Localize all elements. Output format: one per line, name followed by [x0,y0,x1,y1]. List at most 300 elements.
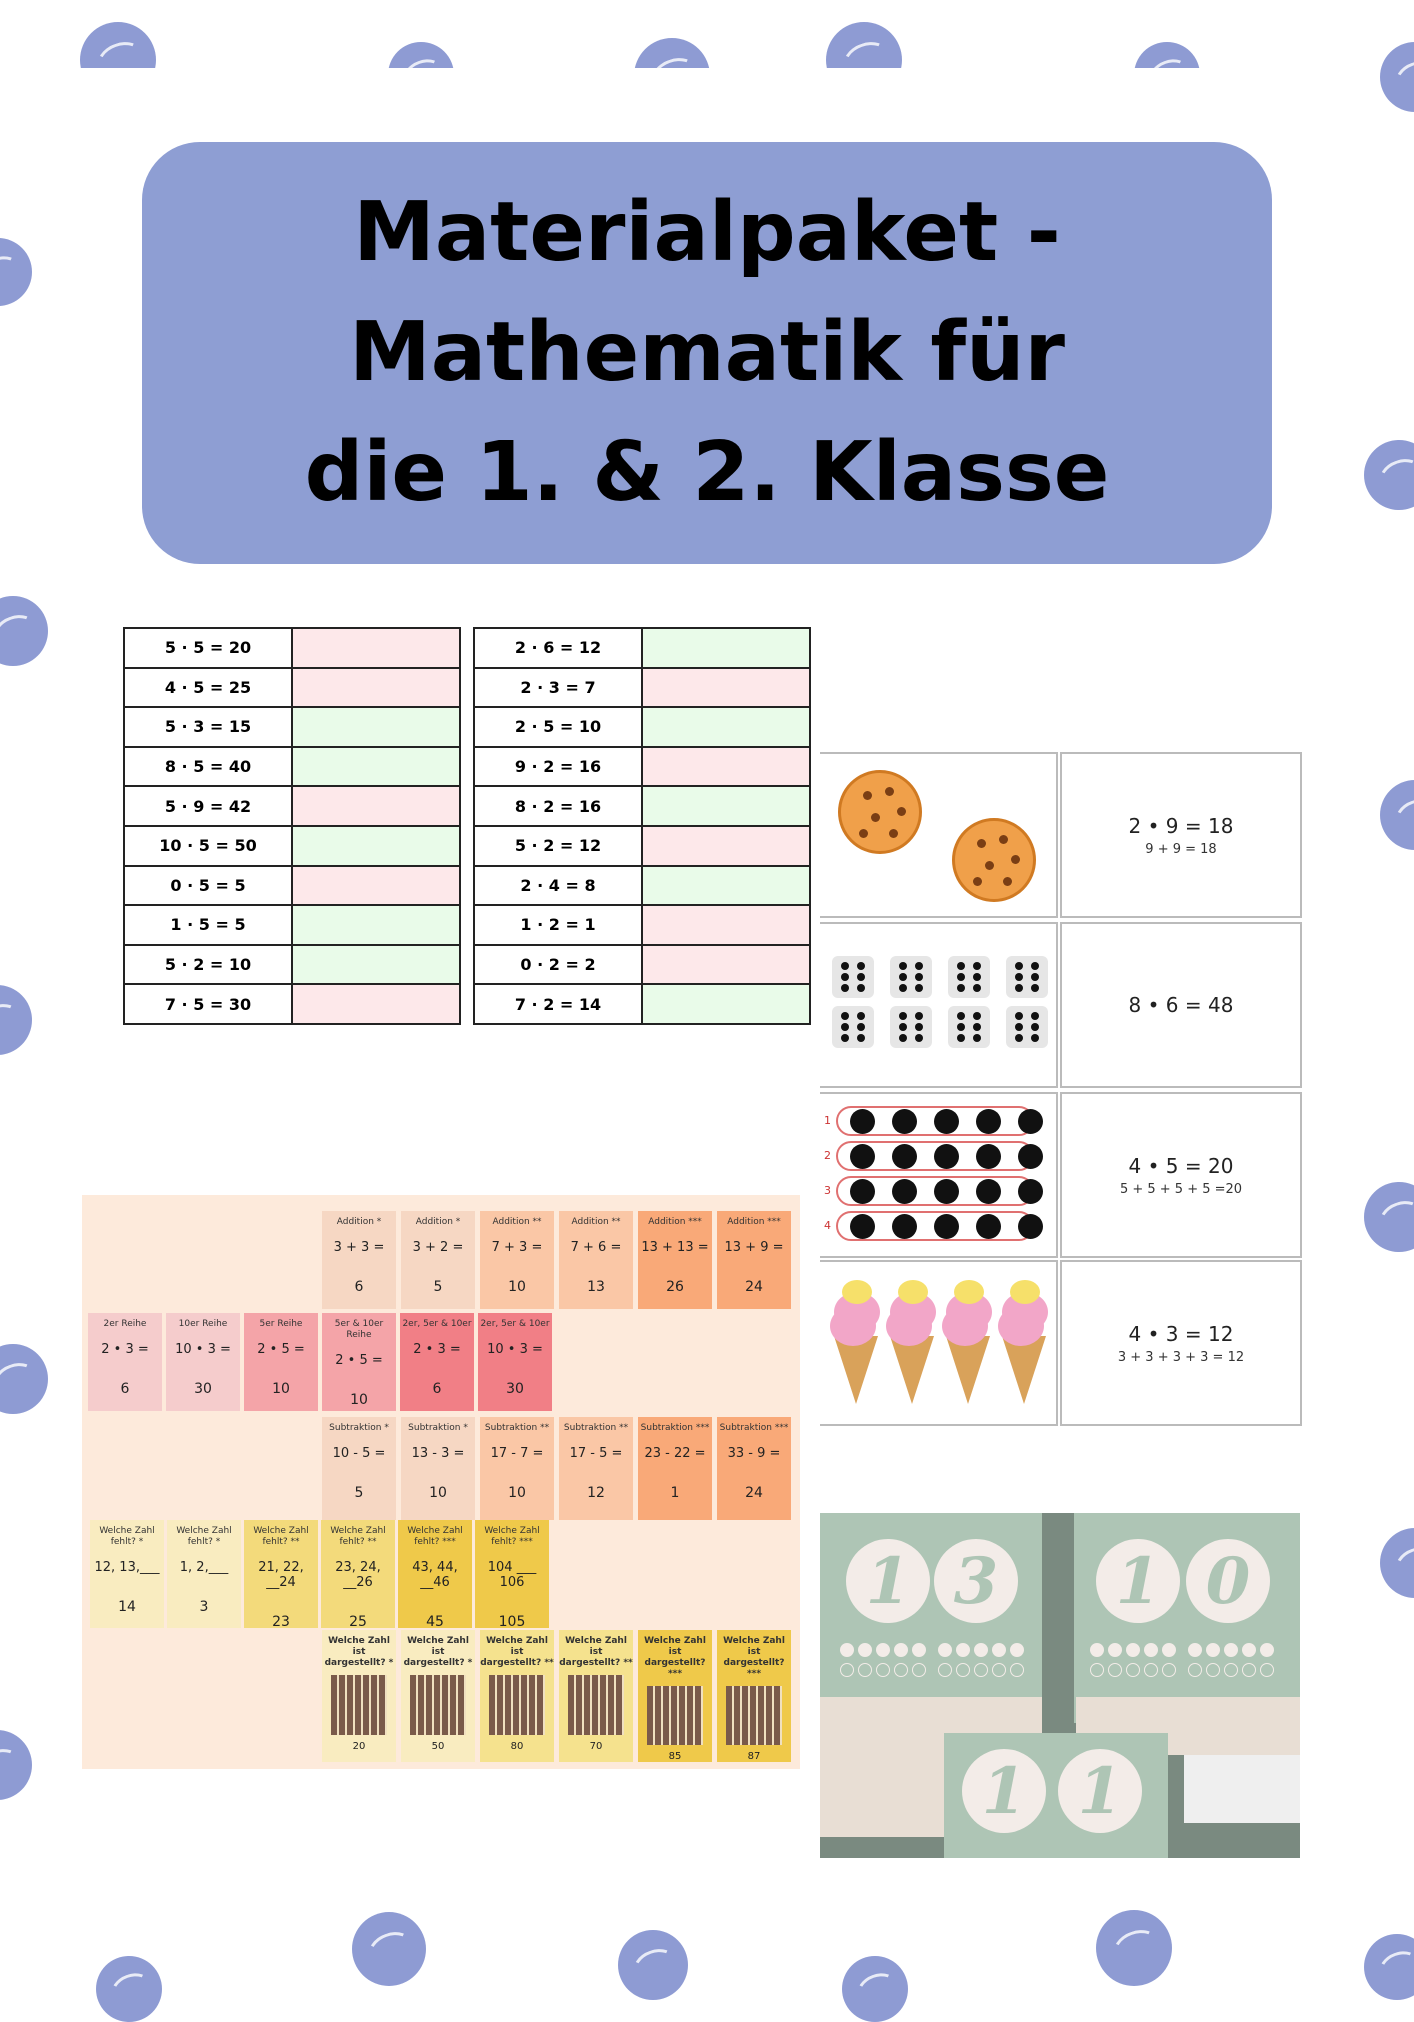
die-pip [915,984,923,992]
blob-decoration-icon [1380,1528,1414,1598]
task-card-answer: 87 [747,1751,761,1762]
task-card [638,1417,712,1520]
base-ten-blocks [331,1675,387,1735]
blob-decoration-icon [0,596,48,666]
counter-dot [876,1643,890,1657]
row-number: 2 [824,1149,831,1162]
picture-card-cookies [820,752,1058,918]
counter-dot [840,1663,854,1677]
table-row [474,668,810,708]
equation-cell: 5 · 9 = 42 [124,786,292,826]
counter-dot [1224,1663,1238,1677]
wrong-mark-cell [642,668,810,708]
counter-dot [938,1643,952,1657]
blob-decoration-icon [1364,440,1414,510]
blob-decoration-icon [1364,1934,1414,2000]
task-card [398,1520,472,1628]
task-card-answer: 85 [668,1751,682,1762]
wrong-mark-cell [292,628,460,668]
task-card [480,1211,554,1309]
task-card-heading: Welche Zahl ist dargestellt? * [324,1636,394,1668]
counter-dot [992,1663,1006,1677]
task-card-heading: Welche Zahl fehlt? ** [330,1526,386,1547]
blob-decoration-icon [0,1344,48,1414]
die-pip [857,1023,865,1031]
correct-mark-cell [292,945,460,985]
counter-dot [1090,1663,1104,1677]
task-card [717,1630,791,1762]
task-card [322,1313,396,1411]
task-card-heading: Subtraktion * [329,1423,389,1433]
equation-cell: 5 · 2 = 12 [474,826,642,866]
table-row [124,707,460,747]
wrong-mark-cell [292,786,460,826]
wrong-mark-cell [642,826,810,866]
task-card [401,1630,475,1762]
picture-card-dice [820,922,1058,1088]
cookie-icon [838,770,922,854]
counter-dot [850,1179,875,1204]
die-pip [841,1012,849,1020]
counter-dot [1206,1663,1220,1677]
counter-dot [892,1144,917,1169]
task-card-answer: 24 [745,1485,763,1501]
task-card [322,1417,396,1520]
task-card-heading: Welche Zahl ist dargestellt? ** [480,1636,554,1668]
counter-dot [1018,1179,1043,1204]
task-card-answer: 20 [352,1741,366,1752]
task-card-heading: 2er Reihe [103,1319,147,1329]
number-cards [820,1513,1300,1858]
counter-dot [1090,1643,1104,1657]
multiplication-check-table-left [123,627,461,1025]
die-pip [915,973,923,981]
task-card-question: 21, 22, __24 [258,1560,304,1590]
task-card-heading: 2er, 5er & 10er [480,1319,550,1329]
die-icon [948,1006,990,1048]
task-card-answer: 25 [349,1614,367,1630]
equation-main: 4 • 3 = 12 [1128,1321,1234,1346]
task-card-question: 13 - 3 = [411,1446,465,1461]
die-icon [1006,956,1048,998]
equation-sum: 3 + 3 + 3 + 3 = 12 [1117,1349,1245,1365]
counter-dot [912,1663,926,1677]
row-number: 1 [824,1114,831,1127]
equation-cell: 0 · 5 = 5 [124,866,292,906]
equation-cell: 10 · 5 = 50 [124,826,292,866]
task-card-grid [82,1195,800,1769]
equation-cell: 7 · 2 = 14 [474,984,642,1024]
task-card-answer: 14 [118,1599,136,1615]
task-card-answer: 5 [354,1485,364,1501]
blob-decoration-icon [80,22,156,68]
counter-dot [956,1643,970,1657]
ice-cream-scoop [842,1280,872,1304]
die-pip [1031,1012,1039,1020]
task-card-heading: Welche Zahl ist dargestellt? * [403,1636,473,1668]
equation-cell: 4 · 5 = 25 [124,668,292,708]
task-card-answer: 6 [354,1279,364,1295]
correct-mark-cell [292,826,460,866]
equation-main: 2 • 9 = 18 [1128,813,1234,838]
counter-dot [976,1109,1001,1134]
counter-dot [938,1663,952,1677]
equation-cell: 7 · 5 = 30 [124,984,292,1024]
blob-decoration-icon [96,1956,162,2022]
task-card [322,1630,396,1762]
equation-cell: 2 · 4 = 8 [474,866,642,906]
counter-dot [934,1214,959,1239]
equation-sum: 5 + 5 + 5 + 5 =20 [1119,1181,1243,1197]
die-pip [1031,984,1039,992]
die-pip [1015,1034,1023,1042]
die-pip [973,1034,981,1042]
die-pip [1031,962,1039,970]
task-card-heading: Welche Zahl ist dargestellt? *** [644,1636,706,1679]
ice-cream-cone [1002,1336,1046,1404]
table-row [474,905,810,945]
task-card-heading: Subtraktion * [408,1423,468,1433]
task-card [166,1313,240,1411]
task-card-answer: 13 [587,1279,605,1295]
equation-card [1060,922,1302,1088]
task-card-heading: Addition ** [571,1217,621,1227]
die-pip [841,973,849,981]
task-card-question: 23 - 22 = [644,1446,706,1461]
blob-decoration-icon [352,1912,426,1986]
die-pip [857,962,865,970]
task-card-question: 23, 24, __26 [335,1560,381,1590]
blob-decoration-icon [1134,42,1200,68]
task-card-question: 10 - 5 = [332,1446,386,1461]
wrong-mark-cell [642,945,810,985]
counter-dot [1018,1144,1043,1169]
multiplication-check-table-right [473,627,811,1025]
task-card [321,1520,395,1628]
number-digit-circle: 0 [1186,1539,1270,1623]
die-pip [957,1023,965,1031]
die-icon [832,956,874,998]
task-card-heading: Subtraktion *** [719,1423,789,1433]
counter-dot [976,1214,1001,1239]
blob-decoration-icon [618,1930,688,2000]
counter-dot [1206,1643,1220,1657]
counter-dot [840,1643,854,1657]
task-card-question: 43, 44, __46 [412,1560,458,1590]
blob-decoration-icon [1364,1182,1414,1252]
die-pip [899,973,907,981]
die-pip [1015,1012,1023,1020]
counter-dot [956,1663,970,1677]
base-ten-blocks [568,1675,624,1735]
task-card-heading: 2er, 5er & 10er [402,1319,472,1329]
task-card [717,1211,791,1309]
task-card-question: 17 - 7 = [490,1446,544,1461]
task-card-heading: Subtraktion *** [640,1423,710,1433]
task-card [322,1211,396,1309]
blob-decoration-icon [634,38,710,68]
counter-dot [976,1144,1001,1169]
task-card-heading: Addition *** [727,1217,781,1227]
blob-decoration-icon [0,1730,32,1800]
dot-row [836,1211,1034,1241]
task-card [559,1211,633,1309]
wrong-mark-cell [292,984,460,1024]
task-card-question: 7 + 3 = [491,1240,543,1255]
counter-dot [1144,1663,1158,1677]
die-pip [957,984,965,992]
table-row [474,866,810,906]
task-card-heading: Welche Zahl fehlt? *** [407,1526,463,1547]
task-card [559,1417,633,1520]
base-ten-blocks [647,1686,703,1745]
task-card-question: 33 - 9 = [727,1446,781,1461]
counter-dot [974,1643,988,1657]
table-row [124,984,460,1024]
task-card-heading: Welche Zahl ist dargestellt? *** [723,1636,785,1679]
task-card-answer: 26 [666,1279,684,1295]
die-icon [948,956,990,998]
blob-decoration-icon [842,1956,908,2022]
die-pip [1031,973,1039,981]
counter-dot [974,1663,988,1677]
row-number: 4 [824,1219,831,1232]
counter-dot [1162,1663,1176,1677]
table-row [474,945,810,985]
task-card [478,1313,552,1411]
base-ten-blocks [410,1675,466,1735]
picture-card-ice-cream [820,1260,1058,1426]
equation-cell: 5 · 5 = 20 [124,628,292,668]
table-row [124,866,460,906]
task-card-heading: Subtraktion ** [484,1423,550,1433]
die-pip [899,962,907,970]
equation-main: 4 • 5 = 20 [1128,1153,1234,1178]
counter-dot [912,1643,926,1657]
task-card [244,1520,318,1628]
blob-decoration-icon [0,985,32,1055]
task-card-heading: Welche Zahl fehlt? *** [484,1526,540,1547]
task-card-heading: 5er & 10er Reihe [334,1319,384,1340]
empty-panel [1184,1755,1300,1823]
die-pip [957,962,965,970]
counter-dot [1018,1109,1043,1134]
blob-decoration-icon [1380,780,1414,850]
table-row [124,945,460,985]
task-card-question: 12, 13,___ [94,1560,160,1575]
cookie-icon [952,818,1036,902]
task-card [88,1313,162,1411]
counter-dot [1126,1643,1140,1657]
die-pip [899,1023,907,1031]
counter-dot [1260,1663,1274,1677]
die-pip [957,973,965,981]
title-line-3: die 1. & 2. Klasse [304,425,1110,520]
die-pip [957,1034,965,1042]
die-pip [973,973,981,981]
equation-cell: 5 · 2 = 10 [124,945,292,985]
die-pip [841,1023,849,1031]
task-card-answer: 10 [508,1485,526,1501]
die-pip [973,1012,981,1020]
title-banner [142,142,1272,564]
task-card-answer: 1 [670,1485,680,1501]
counter-dot [892,1109,917,1134]
dot-row [836,1176,1034,1206]
blob-decoration-icon [1096,1910,1172,1986]
blob-decoration-icon [826,22,902,68]
row-number: 3 [824,1184,831,1197]
counter-dot [1188,1663,1202,1677]
table-row [124,905,460,945]
counter-dot [992,1643,1006,1657]
die-pip [899,1012,907,1020]
base-ten-blocks [489,1675,545,1735]
number-digit-circle: 1 [846,1539,930,1623]
counter-dot [1188,1643,1202,1657]
die-pip [915,962,923,970]
table-row [124,826,460,866]
task-card-answer: 80 [510,1741,524,1752]
task-card-question: 2 • 3 = [413,1342,461,1357]
picture-card-dot-rows [820,1092,1058,1258]
equation-cell: 2 · 6 = 12 [474,628,642,668]
counter-dot [934,1144,959,1169]
task-card-heading: Subtraktion ** [563,1423,629,1433]
ice-cream-scoop [954,1280,984,1304]
task-card-question: 3 + 3 = [333,1240,385,1255]
die-pip [857,1012,865,1020]
task-card-question: 2 • 5 = [335,1353,383,1368]
equation-card [1060,1260,1302,1426]
equation-cell: 8 · 2 = 16 [474,786,642,826]
task-card-question: 3 + 2 = [412,1240,464,1255]
die-pip [973,962,981,970]
correct-mark-cell [642,707,810,747]
ice-cream-scoop [1010,1280,1040,1304]
equation-cell: 5 · 3 = 15 [124,707,292,747]
task-card-answer: 30 [194,1381,212,1397]
table-row [474,826,810,866]
task-card-answer: 5 [433,1279,443,1295]
task-card [400,1313,474,1411]
wrong-mark-cell [292,866,460,906]
divider [1042,1513,1074,1733]
counter-dot [1144,1643,1158,1657]
task-card-answer: 10 [350,1392,368,1408]
task-card [401,1211,475,1309]
title-line-1: Materialpaket - [353,185,1061,280]
task-card-question: 2 • 3 = [101,1342,149,1357]
equation-cell: 1 · 5 = 5 [124,905,292,945]
counter-dot [1242,1663,1256,1677]
counter-dot [1018,1214,1043,1239]
equation-card [1060,1092,1302,1258]
task-card-heading: Welche Zahl fehlt? * [99,1526,155,1547]
die-pip [957,1012,965,1020]
task-card-answer: 6 [120,1381,130,1397]
table-row [474,628,810,668]
die-pip [899,1034,907,1042]
die-pip [841,1034,849,1042]
die-icon [890,956,932,998]
task-card-question: 7 + 6 = [570,1240,622,1255]
task-card-answer: 30 [506,1381,524,1397]
table-row [474,984,810,1024]
counter-dot [1224,1643,1238,1657]
die-pip [1031,1034,1039,1042]
task-card-heading: Welche Zahl ist dargestellt? ** [559,1636,633,1668]
task-card [244,1313,318,1411]
die-pip [1015,973,1023,981]
counter-dot [1010,1663,1024,1677]
task-card-answer: 45 [426,1614,444,1630]
task-card [559,1630,633,1762]
blob-decoration-icon [388,42,454,68]
task-card-heading: Addition *** [648,1217,702,1227]
task-card-heading: Addition ** [492,1217,542,1227]
task-card-answer: 23 [272,1614,290,1630]
counter-dot [892,1214,917,1239]
task-card [480,1630,554,1762]
task-card-answer: 10 [272,1381,290,1397]
number-digit-circle: 1 [962,1749,1046,1833]
task-card-answer: 70 [589,1741,603,1752]
counter-dot [850,1214,875,1239]
blob-decoration-icon [0,238,32,306]
correct-mark-cell [292,747,460,787]
counter-dot [1242,1643,1256,1657]
correct-mark-cell [642,984,810,1024]
task-card [480,1417,554,1520]
counter-dot [850,1109,875,1134]
task-card-question: 104 ___ 106 [487,1560,537,1590]
counter-dot [934,1109,959,1134]
task-card-answer: 6 [432,1381,442,1397]
die-pip [899,984,907,992]
die-icon [832,1006,874,1048]
correct-mark-cell [642,628,810,668]
counter-dot [1126,1663,1140,1677]
task-card-answer: 105 [498,1614,526,1630]
counter-dot [876,1663,890,1677]
equation-card [1060,752,1302,918]
counter-dot [894,1663,908,1677]
task-card [717,1417,791,1520]
task-card-answer: 12 [587,1485,605,1501]
table-row [124,747,460,787]
task-card-answer: 24 [745,1279,763,1295]
ice-cream-cone [946,1336,990,1404]
correct-mark-cell [642,866,810,906]
task-card-question: 13 + 13 = [641,1240,709,1255]
equation-cell: 2 · 5 = 10 [474,707,642,747]
task-card [90,1520,164,1628]
top-blob-strip [0,0,1414,68]
table-row [474,747,810,787]
die-pip [915,1012,923,1020]
task-card [401,1417,475,1520]
ice-cream-cone [834,1336,878,1404]
correct-mark-cell [642,786,810,826]
task-card [638,1630,712,1762]
title-line-2: Mathematik für [349,305,1065,400]
table-row [124,628,460,668]
correct-mark-cell [292,905,460,945]
task-card [167,1520,241,1628]
die-pip [857,1034,865,1042]
table-row [474,707,810,747]
